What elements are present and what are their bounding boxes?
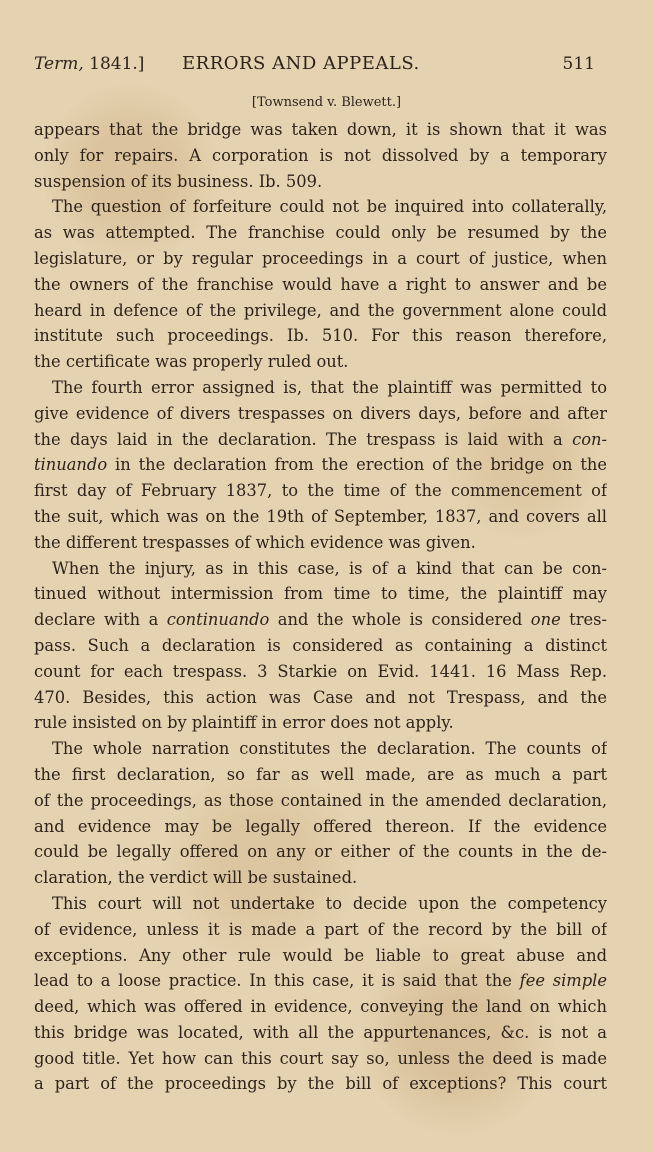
italic-text: fee simple xyxy=(519,971,607,991)
text-line xyxy=(34,788,607,814)
text-line xyxy=(34,246,607,272)
text-span: the certificate was properly ruled out. xyxy=(34,352,349,372)
text-span: the first declaration, so far as well made, are as much a part xyxy=(34,764,607,784)
text-span: and evidence may be legally offered thereon. If the evidence xyxy=(34,816,607,836)
text-line xyxy=(34,943,607,969)
text-line xyxy=(34,581,607,607)
text-span: institute such proceedings. Ib. 510. For this reason therefore, xyxy=(34,326,607,346)
text-span: The whole narration constitutes the declaration. The counts of xyxy=(52,739,607,759)
text-line xyxy=(34,220,607,246)
text-line xyxy=(34,710,607,736)
text-span: as was attempted. The franchise could only be resumed by the xyxy=(34,223,607,243)
text-line xyxy=(34,117,607,143)
text-line xyxy=(34,994,607,1020)
text-line xyxy=(34,839,607,865)
text-span: count for each trespass. 3 Starkie on Evid. 1441. 16 Mass Rep. xyxy=(34,661,607,681)
text-span: declare with a xyxy=(34,610,167,630)
text-span: lead to a loose practice. In this case, it is said that the xyxy=(34,971,520,991)
text-span: The question of forfeiture could not be inquired into collaterally, xyxy=(52,197,607,217)
text-line xyxy=(34,968,607,994)
text-span: give evidence of divers trespasses on divers days, before and after xyxy=(34,403,607,423)
text-span: rule insisted on by plaintiff in error does not apply. xyxy=(34,713,454,733)
text-span: in the declaration from the erection of the bridge on the xyxy=(107,455,607,475)
text-span: When the injury, as in this case, is of a kind that can be con- xyxy=(52,558,607,578)
italic-text: con- xyxy=(572,429,607,449)
text-line xyxy=(34,891,607,917)
text-line xyxy=(34,427,607,453)
case-caption: [Townsend v. Blewett.] xyxy=(251,95,402,110)
text-span: this bridge was located, with all the appurtenances, &c. is not a xyxy=(34,1022,607,1042)
text-line xyxy=(34,194,607,220)
italic-text: tinuando xyxy=(34,455,108,475)
text-span: tinued without intermission from time to time, the plaintiff may xyxy=(34,584,607,604)
text-span: 470. Besides, this action was Case and not Trespass, and the xyxy=(34,687,607,707)
text-span: legislature, or by regular proceedings in a court of justice, when xyxy=(34,248,607,268)
text-line xyxy=(34,530,607,556)
text-line xyxy=(34,452,607,478)
text-line xyxy=(34,375,607,401)
text-line xyxy=(34,762,607,788)
text-span: of the proceedings, as those contained in the amended declaration, xyxy=(34,790,607,810)
text-span: This court will not undertake to decide upon the competency xyxy=(52,893,607,913)
text-span: could be legally offered on any or either of the counts in the de- xyxy=(34,842,607,862)
page-number: 511 xyxy=(562,54,595,74)
running-header xyxy=(34,50,595,80)
running-title: ERRORS AND APPEALS. xyxy=(182,53,420,74)
text-span: the suit, which was on the 19th of September, 1837, and covers all xyxy=(34,506,607,526)
text-span: appears that the bridge was taken down, it is shown that it was xyxy=(34,120,607,139)
text-span: first day of February 1837, to the time of the commencement of xyxy=(34,481,607,501)
text-span: the owners of the franchise would have a right to answer and be xyxy=(34,274,607,294)
text-line xyxy=(34,1020,607,1046)
text-span: the different trespasses of which evidence was given. xyxy=(34,532,476,552)
text-line xyxy=(34,607,607,633)
text-line xyxy=(34,865,607,891)
text-span: good title. Yet how can this court say so, unless the deed is made xyxy=(34,1048,607,1068)
text-line xyxy=(34,143,607,169)
text-span: exceptions. Any other rule would be liable to great abuse and xyxy=(34,945,607,965)
text-span: the days laid in the declaration. The trespass is laid with a xyxy=(34,429,573,449)
text-span: tres- xyxy=(560,610,607,630)
text-line xyxy=(34,556,607,582)
italic-text: continuando xyxy=(166,610,270,630)
text-line xyxy=(34,504,607,530)
text-line xyxy=(34,169,607,195)
text-span: only for repairs. A corporation is not dissolved by a temporary xyxy=(34,145,607,165)
text-span: claration, the verdict will be sustained. xyxy=(34,868,358,888)
text-line xyxy=(34,349,607,375)
text-span: heard in defence of the privilege, and the government alone could xyxy=(34,300,607,320)
text-span: and the whole is considered xyxy=(269,610,531,630)
text-line xyxy=(34,814,607,840)
text-line xyxy=(34,323,607,349)
italic-text: one xyxy=(530,610,561,630)
text-line xyxy=(34,298,607,324)
text-line xyxy=(34,401,607,427)
term-label: Term, 1841.] xyxy=(34,54,145,74)
text-line xyxy=(34,685,607,711)
text-line xyxy=(34,1046,607,1072)
text-line xyxy=(34,1071,607,1097)
text-span: The fourth error assigned is, that the plaintiff was permitted to xyxy=(52,377,607,397)
text-line xyxy=(34,917,607,943)
text-span: suspension of its business. Ib. 509. xyxy=(34,171,323,191)
body-text xyxy=(34,117,607,1097)
text-line xyxy=(34,659,607,685)
text-line xyxy=(34,272,607,298)
text-span: deed, which was offered in evidence, conveying the land on which xyxy=(34,997,607,1017)
text-span: a part of the proceedings by the bill of exceptions? This court xyxy=(34,1074,607,1094)
text-span: of evidence, unless it is made a part of the record by the bill of xyxy=(34,919,607,939)
text-span: pass. Such a declaration is considered as containing a distinct xyxy=(34,635,607,655)
text-line xyxy=(34,736,607,762)
text-line xyxy=(34,633,607,659)
text-line xyxy=(34,478,607,504)
